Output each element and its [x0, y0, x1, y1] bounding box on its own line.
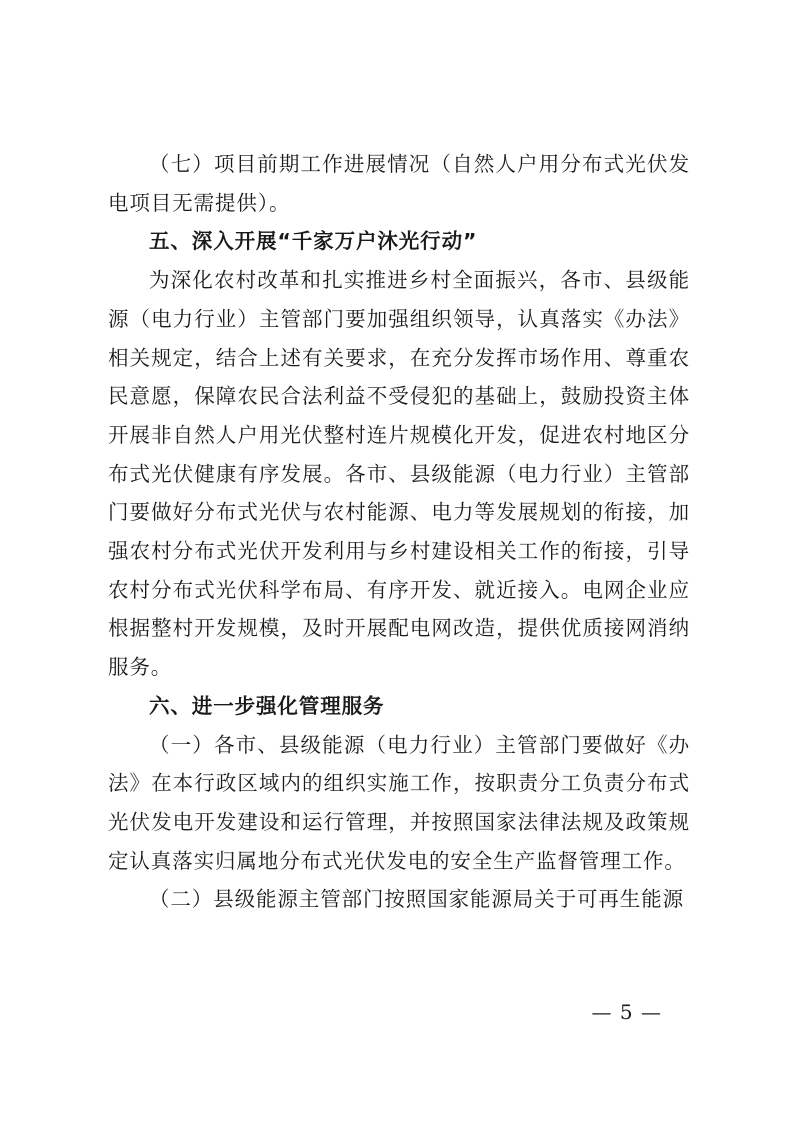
paragraph-management-one: （一）各市、县级能源（电力行业）主管部门要做好《办法》在本行政区域内的组织实施工作，按职责分工负责分布式光伏发电开发建设和运行管理，并按照国家法律法规及政策规定认真落实归属地分布式光伏发电的安全生产监督管理工作。 [108, 732, 690, 873]
section-heading-six: 六、进一步强化管理服务 [149, 693, 385, 718]
paragraph-management-two: （二）县级能源主管部门按照国家能源局关于可再生能源 [149, 887, 684, 912]
document-body [108, 145, 690, 919]
paragraph-rural-development: 为深化农村改革和扎实推进乡村全面振兴，各市、县级能源（电力行业）主管部门要加强组织领导，认真落实《办法》相关规定，结合上述有关要求，在充分发挥市场作用、尊重农民意愿，保障农民合法利益不受侵犯的基础上，鼓励投资主体开展非自然人户用光伏整村连片规模化开发，促进农村地区分布式光伏健康有序发展。各市、县级能源（电力行业）主管部门要做好分布式光伏与农村能源、电力等发展规划的衔接，加强农村分布式光伏开发利用与乡村建设相关工作的衔接，引导农村分布式光伏科学布局、有序开发、就近接入。电网企业应根据整村开发规模，及时开展配电网改造，提供优质接网消纳服务。 [108, 268, 690, 680]
page-number: — 5 — [591, 1000, 662, 1024]
section-heading-five: 五、深入开展“千家万户沐光行动” [149, 229, 478, 254]
paragraph-project-progress: （七）项目前期工作进展情况（自然人户用分布式光伏发电项目无需提供）。 [108, 152, 690, 215]
